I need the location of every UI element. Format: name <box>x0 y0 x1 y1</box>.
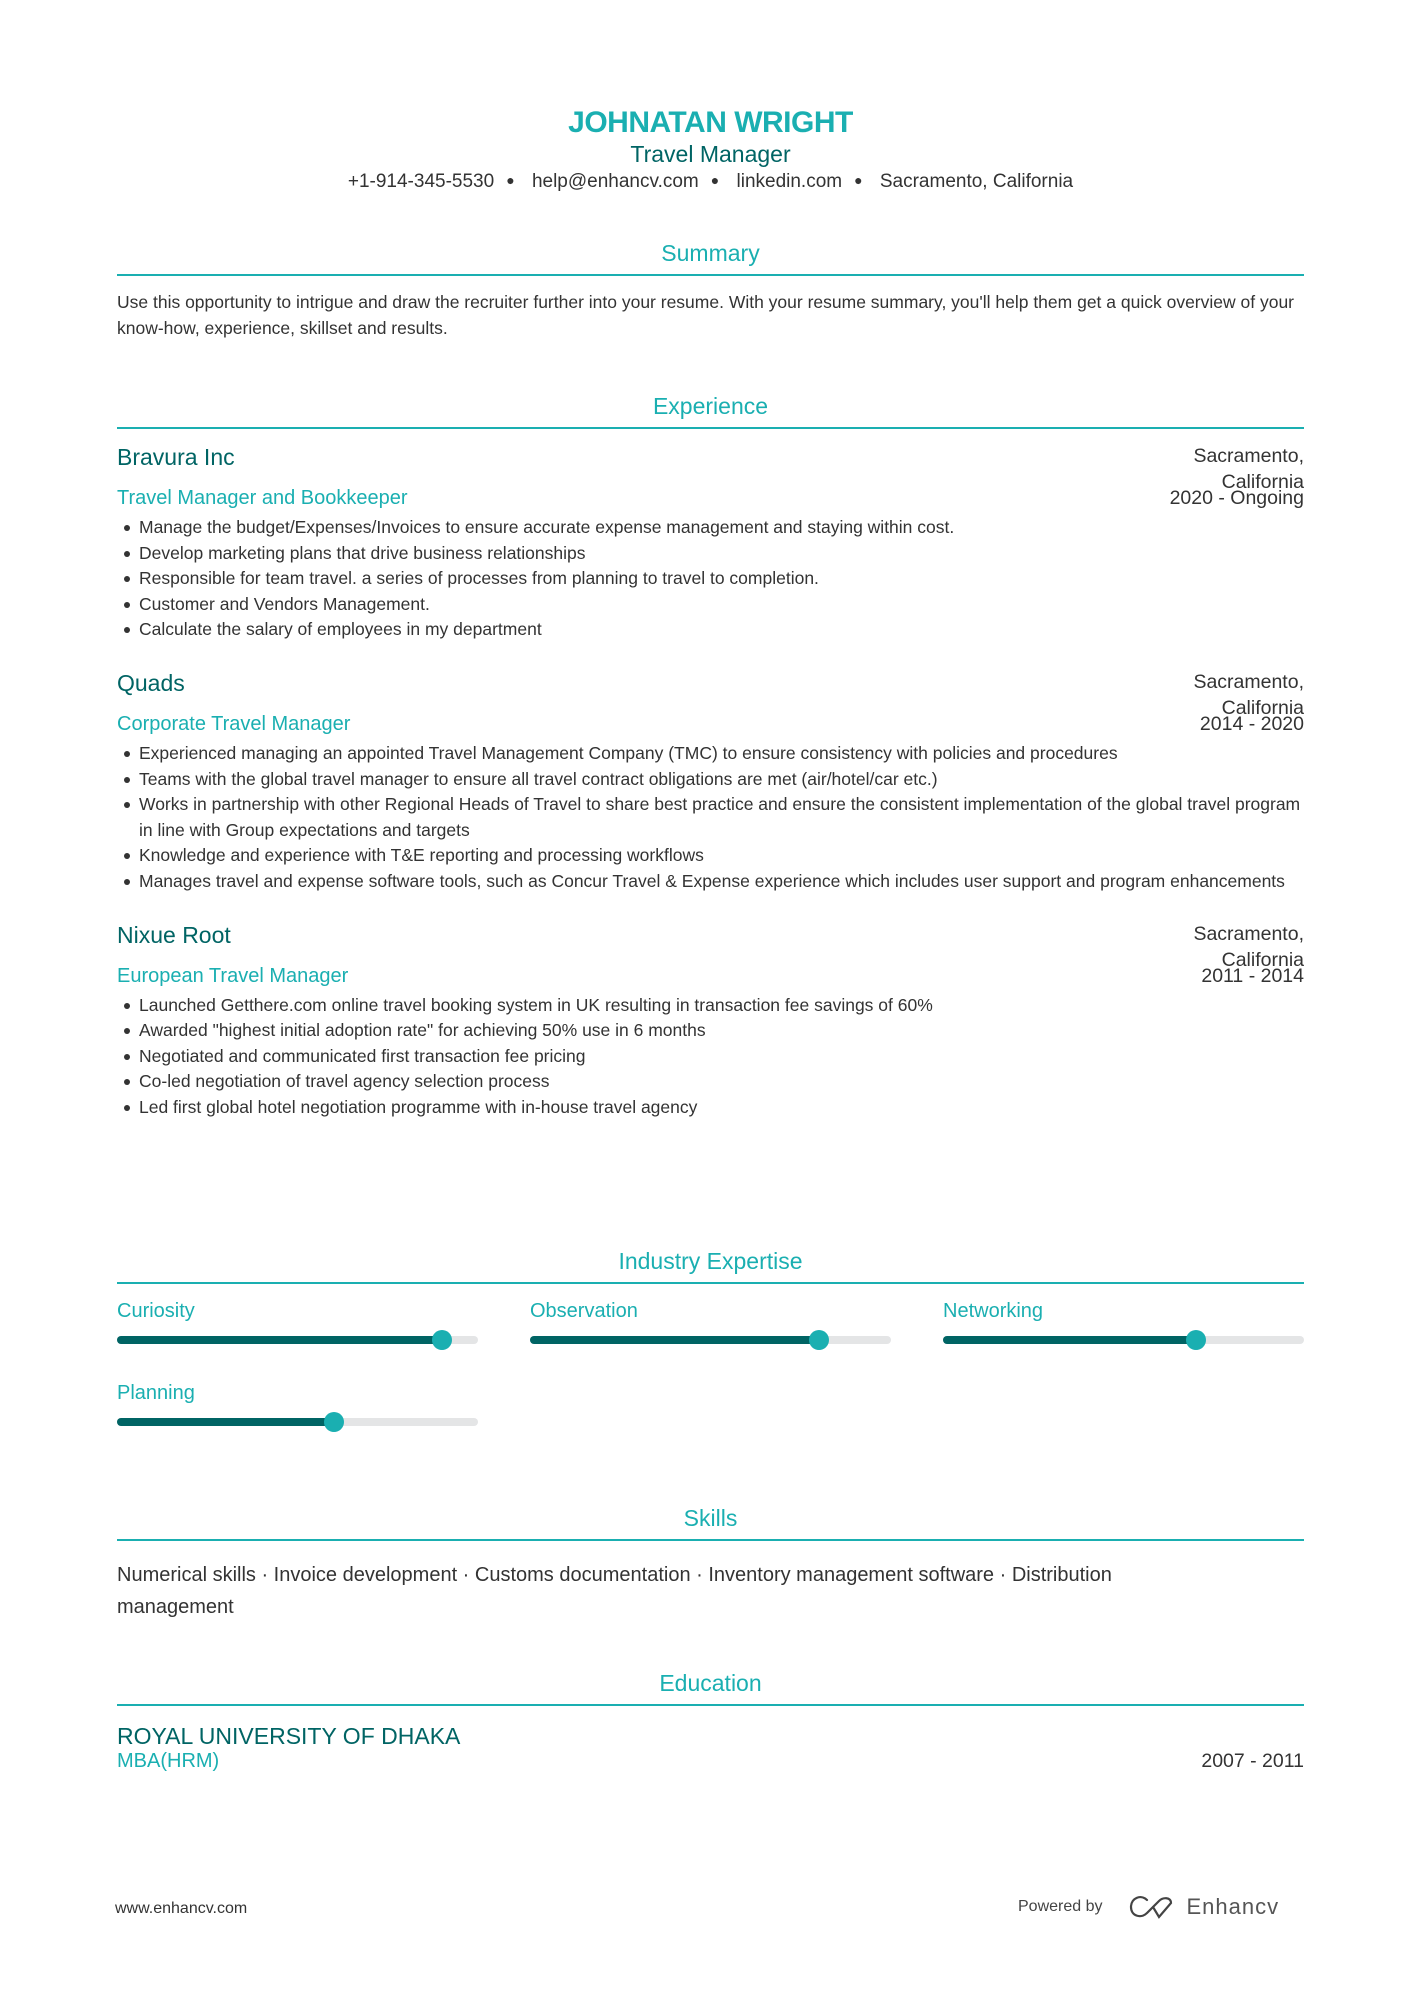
expertise-bar <box>117 1336 478 1344</box>
job-entry <box>117 921 1304 1121</box>
divider <box>117 1282 1304 1284</box>
school-name: ROYAL UNIVERSITY OF DHAKA <box>117 1723 461 1749</box>
bullet-item: Works in partnership with other Regional Heads of Travel to share best practice and ensure the consistent implementation of the global travel program in line with Group expectations and targets <box>117 792 1304 843</box>
summary-text: Use this opportunity to intrigue and draw the recruiter further into your resume. With your resume summary, you'll help them get a quick overview of your know-how, experience, skillset and results. <box>117 292 1295 338</box>
bullet-item: Co-led negotiation of travel agency selection process <box>117 1069 1304 1095</box>
divider <box>117 1539 1304 1541</box>
expertise-bar <box>943 1336 1304 1344</box>
job-bullets <box>117 993 1304 1121</box>
divider <box>117 427 1304 429</box>
bullet-item: Manages travel and expense software tools, such as Concur Travel & Expense experience which includes user support and program enhancements <box>117 869 1304 895</box>
divider <box>117 1704 1304 1706</box>
summary-section <box>117 240 1304 341</box>
contact-line: +1-914-345-5530 ● help@enhancv.com ● linkedin.com ● Sacramento, California <box>347 171 1074 192</box>
divider <box>117 274 1304 276</box>
education-dates: 2007 - 2011 <box>1201 1750 1304 1772</box>
expertise-label: Planning <box>117 1382 195 1404</box>
job-location: Sacramento, California <box>1193 670 1304 719</box>
brand-name: Enhancv <box>1186 1894 1280 1919</box>
company-name: Nixue Root <box>117 921 231 948</box>
job-role: Travel Manager and Bookkeeper <box>117 487 408 509</box>
expertise-bar <box>530 1336 891 1344</box>
linkedin[interactable]: linkedin.com <box>736 171 843 192</box>
expertise-fill <box>117 1418 334 1426</box>
bullet-item: Led first global hotel negotiation programme with in-house travel agency <box>117 1095 1304 1121</box>
expertise-fill <box>943 1336 1196 1344</box>
bullet-item: Launched Getthere.com online travel booking system in UK resulting in transaction fee savings of 60% <box>117 993 1304 1019</box>
bullet-item: Customer and Vendors Management. <box>117 592 1304 618</box>
bullet-item: Calculate the salary of employees in my department <box>117 617 1304 643</box>
job-bullets <box>117 515 1304 643</box>
job-entry <box>117 669 1304 895</box>
expertise-section <box>117 1248 1304 1426</box>
education-section <box>117 1670 1304 1773</box>
expertise-item <box>117 1382 478 1426</box>
expertise-item <box>117 1300 478 1344</box>
bullet-item: Manage the budget/Expenses/Invoices to ensure accurate expense management and staying within cost. <box>117 515 1304 541</box>
job-location: Sacramento, California <box>1193 445 1304 493</box>
job-location: Sacramento, California <box>1193 922 1304 971</box>
phone: +1-914-345-5530 <box>347 171 495 192</box>
company-name: Bravura Inc <box>117 444 235 470</box>
expertise-knob <box>809 1330 829 1350</box>
bullet-item: Develop marketing plans that drive business relationships <box>117 541 1304 567</box>
candidate-title: Travel Manager <box>630 141 791 167</box>
section-title: Education <box>659 1670 762 1696</box>
skills-list: Numerical skills · Invoice development · Customs documentation · Inventory management software · Distribution management <box>117 1564 1112 1618</box>
skills-section <box>117 1505 1304 1623</box>
bullet-item: Negotiated and communicated first transaction fee pricing <box>117 1044 1304 1070</box>
candidate-name: JOHNATAN WRIGHT <box>568 106 853 139</box>
bullet-item: Responsible for team travel. a series of processes from planning to travel to completion. <box>117 566 1304 592</box>
job-dates: 2014 - 2020 <box>1199 712 1304 735</box>
section-title: Industry Expertise <box>618 1248 803 1274</box>
expertise-bar <box>117 1418 478 1426</box>
enhancv-logo <box>1129 1894 1280 1920</box>
expertise-fill <box>117 1336 442 1344</box>
footer-website[interactable]: www.enhancv.com <box>115 1900 248 1917</box>
expertise-label: Curiosity <box>117 1300 195 1322</box>
section-title: Experience <box>652 393 769 419</box>
job-dates: 2011 - 2014 <box>1201 964 1304 987</box>
email[interactable]: help@enhancv.com <box>531 171 699 192</box>
section-title: Summary <box>661 240 760 266</box>
job-entry <box>117 443 1304 643</box>
job-role: European Travel Manager <box>117 964 349 987</box>
bullet-item: Teams with the global travel manager to ensure all travel contract obligations are met (air/hotel/car etc.) <box>117 767 1304 793</box>
expertise-fill <box>530 1336 819 1344</box>
expertise-knob <box>1186 1330 1206 1350</box>
job-role: Corporate Travel Manager <box>117 712 351 735</box>
experience-section <box>117 393 1304 1121</box>
bullet-item: Knowledge and experience with T&E reporting and processing workflows <box>117 843 1304 869</box>
enhancv-logo-icon <box>1129 1895 1175 1919</box>
company-name: Quads <box>117 669 185 696</box>
expertise-label: Networking <box>943 1300 1044 1322</box>
section-title: Skills <box>683 1505 738 1531</box>
powered-by <box>1018 1894 1279 1920</box>
bullet-item: Awarded "highest initial adoption rate" for achieving 50% use in 6 months <box>117 1018 1304 1044</box>
bullet-item: Experienced managing an appointed Travel Management Company (TMC) to ensure consistency with policies and procedures <box>117 741 1304 767</box>
location: Sacramento, California <box>879 171 1074 192</box>
degree: MBA(HRM) <box>117 1750 220 1772</box>
expertise-knob <box>324 1412 344 1432</box>
powered-by-label: Powered by <box>1018 1898 1103 1915</box>
expertise-knob <box>432 1330 452 1350</box>
job-bullets <box>117 741 1304 895</box>
job-dates: 2020 - Ongoing <box>1169 487 1304 509</box>
expertise-item <box>530 1300 891 1344</box>
expertise-label: Observation <box>530 1300 638 1322</box>
expertise-item <box>943 1300 1304 1344</box>
